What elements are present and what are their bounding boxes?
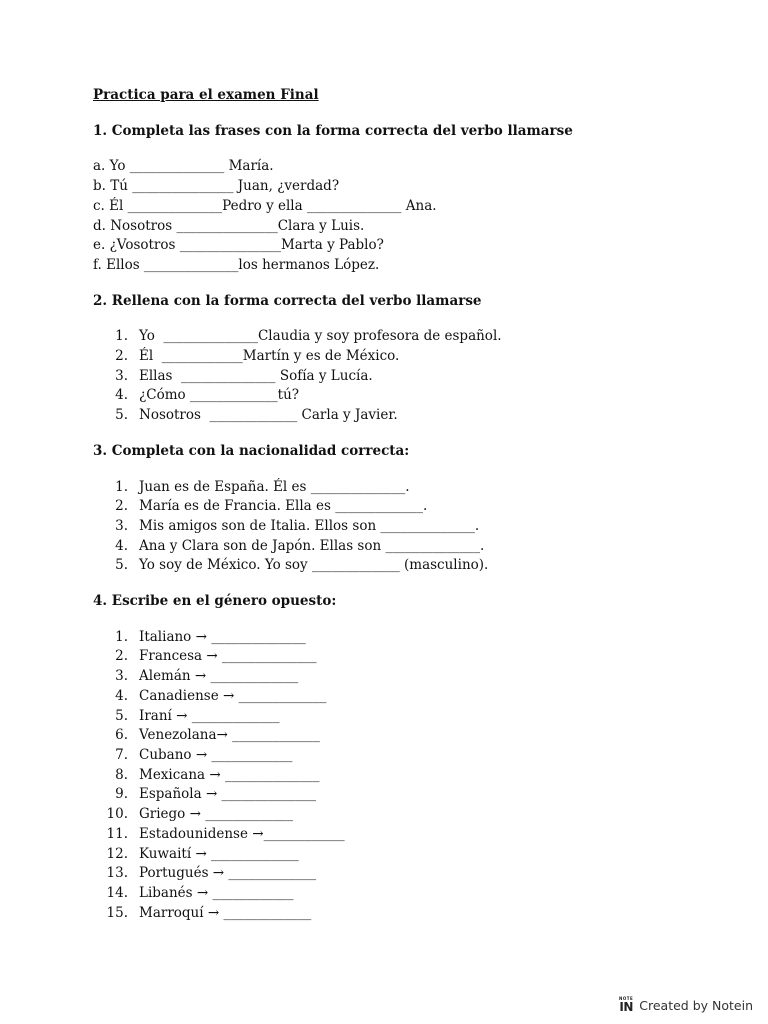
item-number: 3. — [115, 517, 128, 534]
item-text: Cubano → ____________ — [139, 746, 293, 763]
section-4-item — [93, 726, 713, 746]
item-number: 1. — [115, 328, 128, 345]
item-number: 4. — [115, 537, 128, 554]
item-number: 5. — [115, 407, 128, 424]
item-number: 9. — [115, 786, 128, 803]
section-3-item — [93, 537, 713, 557]
item-number: 6. — [115, 727, 128, 744]
section-3-item — [93, 497, 713, 517]
item-text: Canadiense → _____________ — [139, 687, 327, 704]
section-4-item — [93, 707, 713, 727]
item-text: Italiano → ______________ — [139, 628, 306, 645]
section-4-item — [93, 667, 713, 687]
section-4-list — [93, 628, 713, 924]
item-number: 2. — [115, 648, 128, 665]
section-1-item: f. Ellos ______________los hermanos López. — [93, 256, 380, 273]
section-3-heading: 3. Completa con la nacionalidad correcta: — [93, 442, 410, 459]
item-number: 5. — [115, 557, 128, 574]
item-text: Libanés → ____________ — [139, 884, 294, 901]
item-number: 1. — [115, 628, 128, 645]
item-text: Iraní → _____________ — [139, 707, 280, 724]
item-text: Francesa → ______________ — [139, 648, 317, 665]
section-3-list — [93, 478, 713, 577]
item-text: Yo soy de México. Yo soy _____________ (masculino). — [139, 557, 489, 574]
item-number: 12. — [106, 845, 128, 862]
section-1-item: a. Yo ______________ María. — [93, 158, 274, 175]
item-number: 2. — [115, 498, 128, 515]
item-text: Nosotros _____________ Carla y Javier. — [139, 407, 398, 424]
footer-text: Created by Notein — [639, 997, 753, 1013]
section-4-heading: 4. Escribe en el género opuesto: — [93, 593, 337, 610]
item-text: Marroquí → _____________ — [139, 904, 312, 921]
item-text: Griego → _____________ — [139, 806, 293, 823]
item-text: Mis amigos son de Italia. Ellos son ______________. — [139, 517, 480, 534]
logo-small-text: NOTE — [619, 996, 634, 1001]
item-number: 3. — [115, 668, 128, 685]
item-number: 8. — [115, 766, 128, 783]
item-number: 14. — [106, 884, 128, 901]
item-number: 5. — [115, 707, 128, 724]
section-1-list — [93, 157, 713, 275]
section-2-item — [93, 386, 713, 406]
item-number: 10. — [106, 806, 128, 823]
section-1-item: d. Nosotros _______________Clara y Luis. — [93, 217, 365, 234]
item-text: Ana y Clara son de Japón. Ellas son ______________. — [139, 537, 485, 554]
item-text: Ellas ______________ Sofía y Lucía. — [139, 367, 373, 384]
item-number: 15. — [106, 904, 128, 921]
item-text: María es de Francia. Ella es _____________. — [139, 498, 428, 515]
item-text: Venezolana→ _____________ — [139, 727, 320, 744]
section-2-item — [93, 347, 713, 367]
section-4-item — [93, 746, 713, 766]
section-4-item — [93, 884, 713, 904]
item-text: Portugués → _____________ — [139, 865, 317, 882]
item-text: Alemán → _____________ — [139, 668, 299, 685]
section-2-item — [93, 367, 713, 387]
item-text: Mexicana → ______________ — [139, 766, 320, 783]
section-4-item — [93, 785, 713, 805]
logo-main-text: IN — [619, 1000, 633, 1014]
item-number: 11. — [106, 825, 128, 842]
section-4-item — [93, 805, 713, 825]
item-number: 2. — [115, 348, 128, 365]
section-2-item — [93, 327, 713, 347]
item-number: 13. — [106, 865, 128, 882]
worksheet-page — [93, 86, 713, 939]
item-text: Yo ______________Claudia y soy profesora de español. — [139, 328, 502, 345]
item-number: 1. — [115, 478, 128, 495]
notein-logo-icon — [619, 997, 633, 1013]
section-4-item — [93, 766, 713, 786]
item-text: Española → ______________ — [139, 786, 317, 803]
section-3-item — [93, 517, 713, 537]
item-number: 4. — [115, 387, 128, 404]
section-4-item — [93, 687, 713, 707]
section-4-item — [93, 628, 713, 648]
section-4-item — [93, 825, 713, 845]
section-2-list — [93, 327, 713, 426]
section-4-item — [93, 845, 713, 865]
item-text: ¿Cómo _____________tú? — [139, 387, 300, 404]
item-text: Kuwaití → _____________ — [139, 845, 299, 862]
section-4-item — [93, 864, 713, 884]
section-3-item — [93, 478, 713, 498]
worksheet-title: Practica para el examen Final — [93, 87, 319, 103]
section-1-heading: 1. Completa las frases con la forma correcta del verbo llamarse — [93, 122, 573, 139]
item-number: 3. — [115, 367, 128, 384]
section-4-item — [93, 647, 713, 667]
item-text: Juan es de España. Él es ______________. — [139, 478, 410, 495]
section-2-heading: 2. Rellena con la forma correcta del verbo llamarse — [93, 292, 482, 309]
section-2-item — [93, 406, 713, 426]
section-4-item — [93, 904, 713, 924]
section-3-item — [93, 556, 713, 576]
section-1-item: c. Él ______________Pedro y ella ______________ Ana. — [93, 197, 437, 214]
item-text: Él ____________Martín y es de México. — [139, 348, 400, 365]
section-1-item: b. Tú _______________ Juan, ¿verdad? — [93, 178, 340, 195]
item-text: Estadounidense →____________ — [139, 825, 345, 842]
section-1-item: e. ¿Vosotros _______________Marta y Pablo? — [93, 237, 384, 254]
item-number: 4. — [115, 687, 128, 704]
item-number: 7. — [115, 746, 128, 763]
footer-watermark — [619, 997, 753, 1013]
